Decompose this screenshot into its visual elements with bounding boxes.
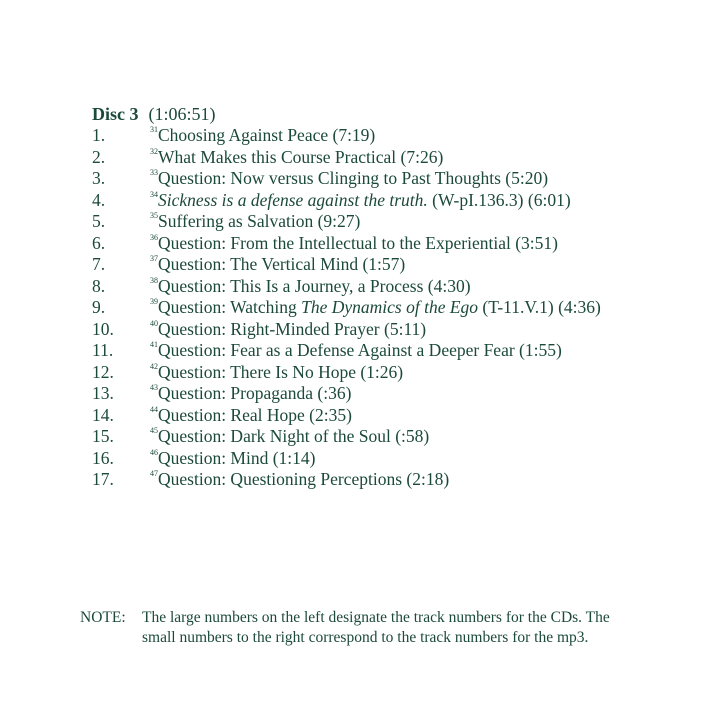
track-body: [150, 254, 405, 276]
track-body: [150, 426, 429, 448]
mp3-track-number: 37: [150, 254, 158, 263]
track-title-italic: The Dynamics of the Ego: [301, 297, 479, 317]
mp3-track-number: 39: [150, 297, 158, 306]
disc-duration: (1:06:51): [148, 104, 216, 124]
cd-track-number: 4.: [92, 189, 106, 210]
note-text: [142, 608, 672, 648]
cd-track-number: 11.: [92, 340, 114, 360]
mp3-track-number: 46: [150, 447, 158, 457]
track-row: [92, 168, 702, 190]
cd-track-number: 5.: [92, 211, 106, 231]
cd-track-number: 15.: [92, 426, 114, 446]
track-row: [92, 340, 702, 362]
note-label: NOTE:: [80, 609, 126, 626]
track-title: Choosing Against Peace (7:19): [158, 125, 376, 145]
track-row: [92, 233, 702, 255]
cd-track-number: 13.: [92, 383, 114, 403]
track-title: Question: Watching: [158, 297, 302, 317]
track-body: [150, 276, 471, 298]
track-title-italic: Sickness is a defense against the truth.: [158, 189, 428, 210]
track-body: [150, 362, 403, 384]
track-title: Question: This Is a Journey, a Process (4:30): [158, 275, 471, 296]
mp3-track-number: 40: [150, 318, 158, 328]
cd-track-number: 6.: [92, 232, 106, 253]
mp3-track-number: 32: [150, 146, 158, 156]
track-row: [92, 125, 702, 147]
track-title: Question: Propaganda (:36): [158, 383, 352, 403]
track-body: [150, 448, 316, 470]
track-row: [92, 276, 702, 298]
track-title: Question: Now versus Clinging to Past Thoughts (5:20): [158, 168, 549, 188]
track-body: [150, 168, 548, 190]
mp3-track-number: 44: [150, 404, 158, 414]
track-title: (W-pI.136.3) (6:01): [427, 189, 571, 210]
track-title: Suffering as Salvation (9:27): [158, 211, 361, 231]
track-title: Question: From the Intellectual to the Experiential (3:51): [158, 232, 558, 253]
track-title: Question: Mind (1:14): [158, 447, 316, 468]
track-title: Question: Questioning Perceptions (2:18): [158, 469, 450, 489]
track-row: [92, 297, 702, 319]
mp3-track-number: 31: [150, 125, 158, 134]
track-body: [150, 125, 375, 147]
track-row: [92, 254, 702, 276]
mp3-track-number: 35: [150, 211, 158, 220]
track-body: [150, 340, 562, 362]
track-row: [92, 426, 702, 448]
cd-track-number: 9.: [92, 297, 106, 317]
track-body: [150, 469, 449, 491]
track-row: [92, 448, 702, 470]
mp3-track-number: 42: [150, 361, 158, 371]
track-body: [150, 383, 351, 405]
track-body: [150, 297, 601, 319]
mp3-track-number: 38: [150, 275, 158, 285]
cd-track-number: 8.: [92, 275, 106, 296]
note-line-1: The large numbers on the left designate the track numbers for the CDs. The: [142, 609, 610, 626]
cd-track-number: 2.: [92, 146, 106, 167]
track-title: What Makes this Course Practical (7:26): [158, 146, 444, 167]
track-title: Question: Dark Night of the Soul (:58): [158, 426, 430, 446]
cd-track-number: 3.: [92, 168, 106, 188]
mp3-track-number: 36: [150, 232, 158, 242]
cd-track-number: 12.: [92, 361, 114, 382]
track-title: Question: The Vertical Mind (1:57): [158, 254, 406, 274]
cd-track-number: 10.: [92, 318, 114, 339]
track-body: [150, 233, 558, 255]
mp3-track-number: 33: [150, 168, 158, 177]
track-body: [150, 211, 360, 233]
track-title: Question: Right-Minded Prayer (5:11): [158, 318, 427, 339]
track-title: Question: There Is No Hope (1:26): [158, 361, 404, 382]
mp3-track-number: 43: [150, 383, 158, 392]
disc-header: [92, 103, 216, 125]
track-row: [92, 319, 702, 341]
track-body: [150, 147, 443, 169]
mp3-track-number: 45: [150, 426, 158, 435]
track-row: [92, 190, 702, 212]
track-row: [92, 405, 702, 427]
cd-track-number: 1.: [92, 125, 106, 145]
cd-track-number: 7.: [92, 254, 106, 274]
track-row: [92, 211, 702, 233]
track-title: Question: Real Hope (2:35): [158, 404, 352, 425]
mp3-track-number: 34: [150, 189, 158, 199]
cd-track-number: 16.: [92, 447, 114, 468]
note-line-2: small numbers to the right correspond to the track numbers for the mp3.: [142, 629, 589, 646]
mp3-track-number: 47: [150, 469, 158, 478]
disc-label: Disc 3: [92, 104, 139, 124]
track-title: (T-11.V.1) (4:36): [478, 297, 601, 317]
cd-track-number: 14.: [92, 404, 114, 425]
track-body: [150, 405, 352, 427]
mp3-track-number: 41: [150, 340, 158, 349]
track-row: [92, 383, 702, 405]
track-row: [92, 362, 702, 384]
track-title: Question: Fear as a Defense Against a Deeper Fear (1:55): [158, 340, 562, 360]
cd-track-number: 17.: [92, 469, 114, 489]
track-row: [92, 147, 702, 169]
track-list: [92, 125, 702, 491]
track-row: [92, 469, 702, 491]
track-body: [150, 190, 571, 212]
track-body: [150, 319, 426, 341]
